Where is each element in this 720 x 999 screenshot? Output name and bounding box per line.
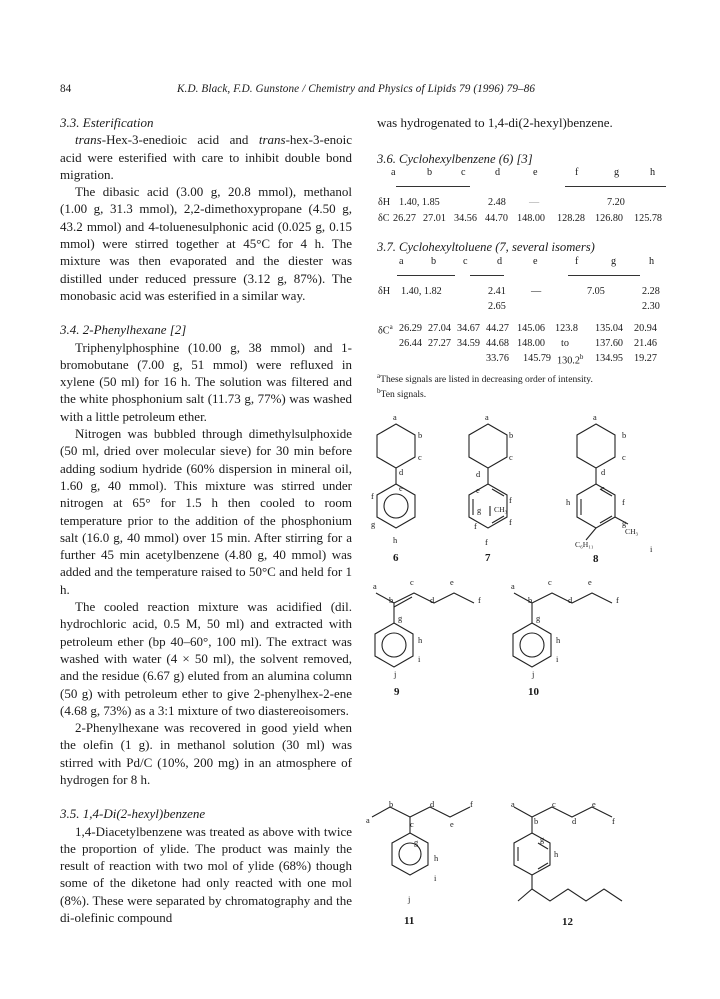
left-column xyxy=(60,114,352,926)
t37-dc-r1-h: 20.94 xyxy=(634,323,657,334)
continuation-text: was hydrogenated to 1,4-di(2-hexyl)benzene. xyxy=(377,115,613,130)
t36-dc-a: 26.27 xyxy=(393,213,416,224)
cyclohexane-ring xyxy=(469,424,507,468)
s8-label-g: g xyxy=(622,519,627,528)
s11-label-h: h xyxy=(434,854,439,863)
t37-dc-r2-e: 148.00 xyxy=(517,338,546,349)
s8-label-h: h xyxy=(566,498,571,507)
compound-number-9: 9 xyxy=(394,686,400,698)
trans-prefix-1: trans xyxy=(75,132,102,148)
s11-label-i: i xyxy=(434,874,437,883)
t37-dc-r2-b: 27.27 xyxy=(428,338,451,349)
t37-dc-r1-a: 26.29 xyxy=(399,323,422,334)
structure-7-cyclohexyltoluene xyxy=(462,420,552,570)
s33-p1-text: -Hex-3-enedioic acid and xyxy=(101,132,259,148)
s6-label-c: c xyxy=(418,453,422,462)
t36-col-c: c xyxy=(461,167,466,178)
s9-label-i: i xyxy=(418,655,421,664)
t36-dc-g: 126.80 xyxy=(595,213,624,224)
s7-label-d: d xyxy=(476,470,481,479)
t37-dc-r2-c: 34.59 xyxy=(457,338,480,349)
t37-dc-r2-d: 44.68 xyxy=(486,338,509,349)
section-3-3-paragraph-2: The dibasic acid (3.00 g, 20.8 mmol), methanol (1.00 g, 31.3 mmol), 2,2-dimethoxypropane (4.50 g, 43.2 mmol) and 4-toluenesulphonic acid (0.025 g, 0.15 mmol) were stirred together at 45°C for 4 h. The mixture was then evaporated and the diester was distilled under reduced pressure (3.12 g, 87%). The monobasic acid was esterified in a similar way. xyxy=(60,184,352,303)
s6-label-b: b xyxy=(418,431,423,440)
t36-col-b: b xyxy=(427,167,433,178)
s7-label-a: a xyxy=(485,413,489,422)
t37-col-g: g xyxy=(611,256,617,267)
t36-col-f: f xyxy=(575,167,579,178)
t37-col-b: b xyxy=(431,256,437,267)
t36-dc-b: 27.01 xyxy=(423,213,446,224)
t37-dc-r2-a: 26.44 xyxy=(399,338,422,349)
running-title: K.D. Black, F.D. Gunstone / Chemistry and Physics of Lipids 79 (1996) 79–86 xyxy=(177,83,536,95)
benzene-ring xyxy=(375,623,413,667)
structure-12-di-hexylbenzene xyxy=(510,805,660,915)
t37-col-a: a xyxy=(399,256,404,267)
t37-dc-r3-h: 19.27 xyxy=(634,353,657,364)
section-3-5-heading: 3.5. 1,4-Di(2-hexyl)benzene xyxy=(60,806,206,822)
t37-dc-r2-f: to xyxy=(561,338,569,349)
nmr-table-cyclohexylbenzene xyxy=(377,167,667,227)
s33-p1-text-2: -hex-3-enoic acid were esterified with care to inhibit double bond migration. xyxy=(60,132,352,182)
s11-label-b: b xyxy=(389,800,394,809)
s9-label-c: c xyxy=(410,578,414,587)
s12-label-b: b xyxy=(534,817,539,826)
alkyl-chain xyxy=(372,807,470,817)
compound-number-12: 12 xyxy=(562,916,573,928)
s12-label-e: e xyxy=(592,800,596,809)
s6-label-e: e xyxy=(399,484,403,493)
s11-label-e: e xyxy=(450,820,454,829)
t36-dc-d: 44.70 xyxy=(485,213,508,224)
cyclohexane-ring xyxy=(577,424,615,468)
s8-label-i: i xyxy=(650,545,653,554)
t37-dc-r2-h: 21.46 xyxy=(634,338,657,349)
t36-dc-e: 148.00 xyxy=(517,213,546,224)
page-number: 84 xyxy=(60,83,72,95)
s7-label-e: e xyxy=(476,486,480,495)
footnote-a xyxy=(377,372,593,385)
s8-label-c: c xyxy=(622,453,626,462)
s9-label-f: f xyxy=(478,596,481,605)
t37-dc-r3-d: 33.76 xyxy=(486,353,509,364)
t37-dc-r3-g: 134.95 xyxy=(595,353,624,364)
s10-label-g: g xyxy=(536,614,541,623)
s10-label-h: h xyxy=(556,636,561,645)
nmr-table-cyclohexyltoluene xyxy=(377,256,667,367)
s6-label-g: g xyxy=(371,520,376,529)
s10-label-f: f xyxy=(616,596,619,605)
s6-label-f: f xyxy=(371,492,374,501)
t37-dc-label xyxy=(378,323,393,336)
benzene-ring xyxy=(514,833,550,875)
t36-col-g: g xyxy=(614,167,620,178)
t37-dh-fg: 7.05 xyxy=(587,286,605,297)
compound-number-10: 10 xyxy=(528,686,539,698)
t37-rule-d xyxy=(470,275,504,276)
methyl-branch xyxy=(518,889,532,901)
t36-col-a: a xyxy=(391,167,396,178)
s10-label-c: c xyxy=(548,578,552,587)
double-bond-3 xyxy=(538,863,548,869)
section-3-7-heading xyxy=(377,240,595,255)
t37-dc-r1-d: 44.27 xyxy=(486,323,509,334)
t36-dh-d: 2.48 xyxy=(488,197,506,208)
s9-label-h: h xyxy=(418,636,423,645)
s7-label-f3: f xyxy=(474,522,477,531)
s6-label-d: d xyxy=(399,468,404,477)
t37-dh-d2: 2.65 xyxy=(488,301,506,312)
compound-number-8: 8 xyxy=(593,553,599,565)
s7-label-g: g xyxy=(477,506,482,515)
t36-dh-ab: 1.40, 1.85 xyxy=(399,197,440,208)
t37-dc-r1-g: 135.04 xyxy=(595,323,624,334)
t36-rule-ab xyxy=(396,186,470,187)
t36-dc-f: 128.28 xyxy=(557,213,586,224)
t37-dc-r1-b: 27.04 xyxy=(428,323,451,334)
s12-label-a: a xyxy=(511,800,515,809)
alkyl-chain-top xyxy=(514,807,612,817)
trans-prefix-2: trans xyxy=(258,132,286,148)
s10-label-b: b xyxy=(528,596,533,605)
benzene-ring xyxy=(513,623,551,667)
compound-number-6: 6 xyxy=(393,552,399,564)
s11-label-f: f xyxy=(470,800,473,809)
s10-label-j: j xyxy=(532,670,535,679)
s10-label-i: i xyxy=(556,655,559,664)
hexyl-bond xyxy=(586,528,596,540)
s9-label-e: e xyxy=(450,578,454,587)
s8-methyl: CH₃ xyxy=(625,527,639,536)
s8-label-e: e xyxy=(601,484,605,493)
s11-label-a: a xyxy=(366,816,370,825)
benzene-ring xyxy=(377,484,415,528)
section-3-3-paragraph-1 xyxy=(60,131,352,183)
s9-label-b: b xyxy=(389,596,394,605)
right-column-continuation xyxy=(377,114,667,131)
structure-11-phenyl-branched-alkane xyxy=(368,805,488,905)
t37-dc-r3-e: 145.79 xyxy=(523,353,552,364)
s12-label-h: h xyxy=(554,850,559,859)
s7-label-b: b xyxy=(509,431,514,440)
t37-dc-sup: a xyxy=(389,323,393,331)
section-3-3-heading: 3.3. Esterification xyxy=(60,115,154,130)
t37-dc-r1-e: 145.06 xyxy=(517,323,546,334)
cyclohexane-ring xyxy=(377,424,415,468)
s7-label-c: c xyxy=(509,453,513,462)
s11-label-g: g xyxy=(414,838,419,847)
t37-dc-r2-g: 137.60 xyxy=(595,338,624,349)
t36-dc-c: 34.56 xyxy=(454,213,477,224)
s9-label-j: j xyxy=(394,670,397,679)
section-3-5-paragraph-1: 1,4-Diacetylbenzene was treated as above with twice the proportion of ylide. The product was mainly the result of reaction with two mol of ylide (68%) though some of the diketone had only reacted with one mol (8%). These were separated by chromatography and the di-olefinic compound xyxy=(60,823,352,926)
t36-dh-label: δH xyxy=(378,197,391,208)
t37-dc-r3-f-text: 130.2 xyxy=(557,355,580,367)
t36-dc-h: 125.78 xyxy=(634,213,663,224)
s11-label-j: j xyxy=(408,895,411,904)
s7-methyl: CH₃ xyxy=(494,505,508,514)
compound-number-11: 11 xyxy=(404,915,415,927)
s8-label-a: a xyxy=(593,413,597,422)
t36-col-h: h xyxy=(650,167,656,178)
t36-col-e: e xyxy=(533,167,538,178)
section-3-4-heading: 3.4. 2-Phenylhexane [2] xyxy=(60,322,187,338)
aromatic-circle xyxy=(520,633,544,657)
aromatic-circle xyxy=(384,494,408,518)
s12-label-f: f xyxy=(612,817,615,826)
t36-rule-fgh xyxy=(565,186,666,187)
t37-dh-d1: 2.41 xyxy=(488,286,506,297)
t37-rule-ab xyxy=(397,275,455,276)
benzene-ring xyxy=(577,484,615,528)
s8-label-b: b xyxy=(622,431,627,440)
s7-label-f: f xyxy=(509,496,512,505)
footnote-a-text: These signals are listed in decreasing order of intensity. xyxy=(380,374,593,386)
s37-title: 3.7. Cyclohexyltoluene (7, several isomers) xyxy=(377,240,595,254)
s12-label-d: d xyxy=(572,817,577,826)
s9-label-a: a xyxy=(373,582,377,591)
t37-dh-h2: 2.30 xyxy=(642,301,660,312)
footnote-b xyxy=(377,387,426,400)
t36-dh-fgh: 7.20 xyxy=(607,197,625,208)
footnote-b-mark: b xyxy=(377,387,381,395)
s6-label-a: a xyxy=(393,413,397,422)
s8-hexyl: C₆H₁₁ xyxy=(575,540,594,549)
t37-col-e: e xyxy=(533,256,538,267)
s10-label-a: a xyxy=(511,582,515,591)
s10-label-e: e xyxy=(588,578,592,587)
t37-col-f: f xyxy=(575,256,579,267)
s9-label-d: d xyxy=(430,596,435,605)
t37-dh-label: δH xyxy=(378,286,391,297)
alkyl-chain-bottom xyxy=(532,889,622,901)
t36-dc-label: δC xyxy=(378,213,390,224)
s12-label-c: c xyxy=(552,800,556,809)
s8-label-d: d xyxy=(601,468,606,477)
s11-label-c: c xyxy=(410,820,414,829)
s7-label-f2: f xyxy=(509,518,512,527)
t37-col-d: d xyxy=(497,256,503,267)
section-3-6-heading: 3.6. Cyclohexylbenzene (6) [3] xyxy=(377,152,533,166)
t37-dc-label-text: δC xyxy=(378,325,390,337)
t36-dh-e: — xyxy=(529,197,540,208)
benzene-ring xyxy=(392,833,428,875)
t37-dc-r3-f-sup: b xyxy=(579,353,584,361)
section-3-4-paragraph-3: The cooled reaction mixture was acidified (dil. hydrochloric acid, 0.5 M, 50 ml) and extracted with petroleum ether (bp 40–60°, 100 ml). The extract was washed with water (4 × 50 ml), the solvent removed, and the residue (6.67 g) eluted from an alumina column (50 g) with petroleum ether to give 2-phenylhex-2-ene (4.68 g, 73%) as a 3:1 mixture of two diastereoisomers. xyxy=(60,599,352,718)
t37-dc-r1-f: 123.8 xyxy=(555,323,578,334)
t37-col-h: h xyxy=(649,256,655,267)
compound-number-7: 7 xyxy=(485,552,491,564)
t36-col-d: d xyxy=(495,167,501,178)
section-3-4-paragraph-2: Nitrogen was bubbled through dimethylsulphoxide (50 ml, dried over molecular sieve) for 30 min before adding sodium hydride (60% dispersion in mineral oil, 1.60 g, 40 mmol). This mixture was stirred under nitrogen at 65° for 1.5 h then cooled to room temperature prior to the addition of the phosphonium salt (16.0 g, 40 mmol) over 15 min. After stirring for a further 45 min acetylbenzene (4.80 g, 40 mmol) was added and the temperature raised to 50°C and held for 1 h. xyxy=(60,426,352,597)
t37-dh-h1: 2.28 xyxy=(642,286,660,297)
t37-dc-r1-c: 34.67 xyxy=(457,323,480,334)
footnote-b-text: Ten signals. xyxy=(380,389,427,401)
section-3-4-paragraph-1: Triphenylphosphine (10.00 g, 38 mmol) and 1-bromobutane (7.00 g, 51 mmol) were refluxed in xylene (50 ml) for 16 h. The solution was filtered and the white phosphonium salt (11.73 g, 77%) was washed with a little petroleum ether. xyxy=(60,339,352,424)
aromatic-circle xyxy=(382,633,406,657)
t37-col-c: c xyxy=(463,256,468,267)
s7-label-f4: f xyxy=(485,538,488,547)
structure-6-cyclohexylbenzene xyxy=(370,420,450,570)
s6-label-h: h xyxy=(393,536,398,545)
s10-label-d: d xyxy=(568,596,573,605)
t37-dh-e: — xyxy=(531,286,542,297)
s9-label-g: g xyxy=(398,614,403,623)
t37-dc-r3-f xyxy=(557,353,583,366)
section-3-4-paragraph-4: 2-Phenylhexane was recovered in good yield when the olefin (1 g). in methanol solution (30 ml) was stirred with Pd/C (10%, 200 mg) in an atmosphere of hydrogen for 8 h. xyxy=(60,720,352,787)
t37-rule-fg xyxy=(568,275,640,276)
s8-label-f: f xyxy=(622,498,625,507)
s11-label-d: d xyxy=(430,800,435,809)
t37-dh-ab: 1.40, 1.82 xyxy=(401,286,442,297)
footnote-a-mark: a xyxy=(377,372,381,380)
s12-label-g: g xyxy=(540,835,545,844)
